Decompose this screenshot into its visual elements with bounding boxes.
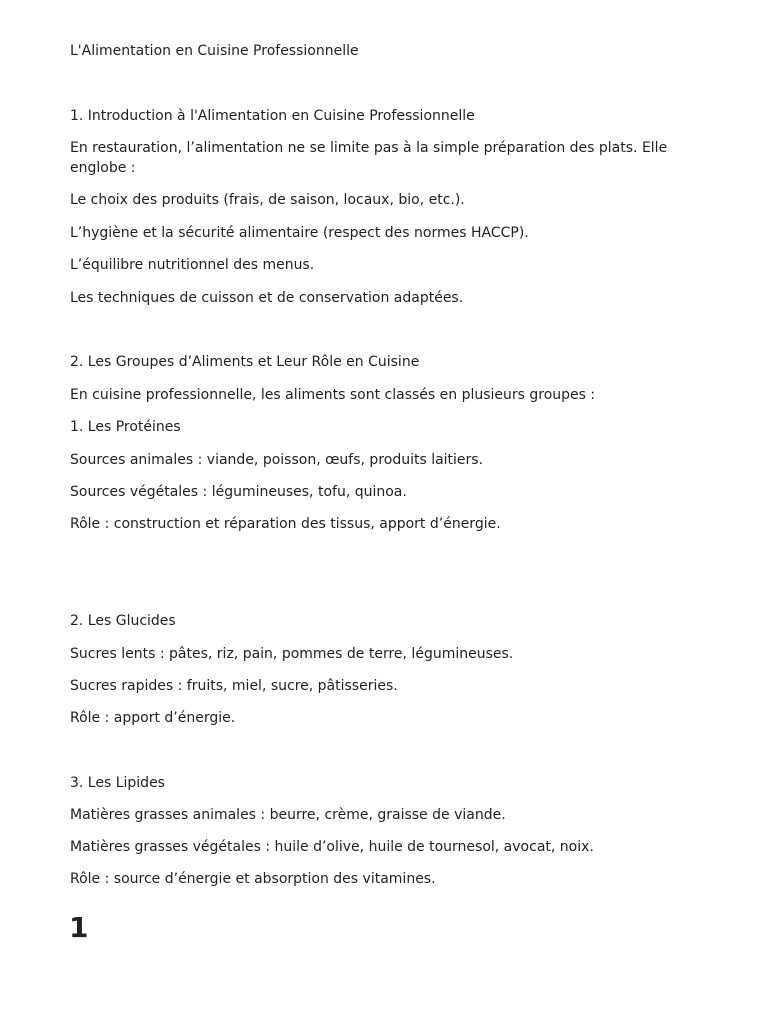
lipids-heading: 3. Les Lipides xyxy=(70,775,165,791)
carbs-item: Sucres rapides : fruits, miel, sucre, pâtisseries. xyxy=(70,678,398,694)
carbs-heading: 2. Les Glucides xyxy=(70,613,176,629)
page-number: 1 xyxy=(69,911,89,944)
lipids-item: Matières grasses animales : beurre, crème, graisse de viande. xyxy=(70,807,506,823)
carbs-item: Rôle : apport d’énergie. xyxy=(70,710,236,726)
section-2-intro: En cuisine professionnelle, les aliments sont classés en plusieurs groupes : xyxy=(70,387,596,403)
section-1-item: L’hygiène et la sécurité alimentaire (respect des normes HACCP). xyxy=(70,225,529,241)
proteins-item: Sources animales : viande, poisson, œufs, produits laitiers. xyxy=(70,452,484,468)
carbs-item: Sucres lents : pâtes, riz, pain, pommes de terre, légumineuses. xyxy=(70,646,514,662)
section-2-heading: 2. Les Groupes d’Aliments et Leur Rôle en Cuisine xyxy=(70,354,420,370)
section-1-item: Les techniques de cuisson et de conservation adaptées. xyxy=(70,290,464,306)
lipids-item: Rôle : source d’énergie et absorption des vitamines. xyxy=(70,871,436,887)
proteins-item: Rôle : construction et réparation des tissus, apport d’énergie. xyxy=(70,516,501,532)
section-1-heading: 1. Introduction à l'Alimentation en Cuisine Professionnelle xyxy=(70,108,475,124)
lipids-item: Matières grasses végétales : huile d’olive, huile de tournesol, avocat, noix. xyxy=(70,839,594,855)
section-1-item: L’équilibre nutritionnel des menus. xyxy=(70,257,315,273)
section-1-item: Le choix des produits (frais, de saison, locaux, bio, etc.). xyxy=(70,192,465,208)
document-title: L'Alimentation en Cuisine Professionnelle xyxy=(70,43,359,59)
section-1-intro: En restauration, l’alimentation ne se limite pas à la simple préparation des plats. Elle englobe : xyxy=(70,140,668,176)
proteins-item: Sources végétales : légumineuses, tofu, quinoa. xyxy=(70,484,407,500)
proteins-heading: 1. Les Protéines xyxy=(70,419,181,435)
